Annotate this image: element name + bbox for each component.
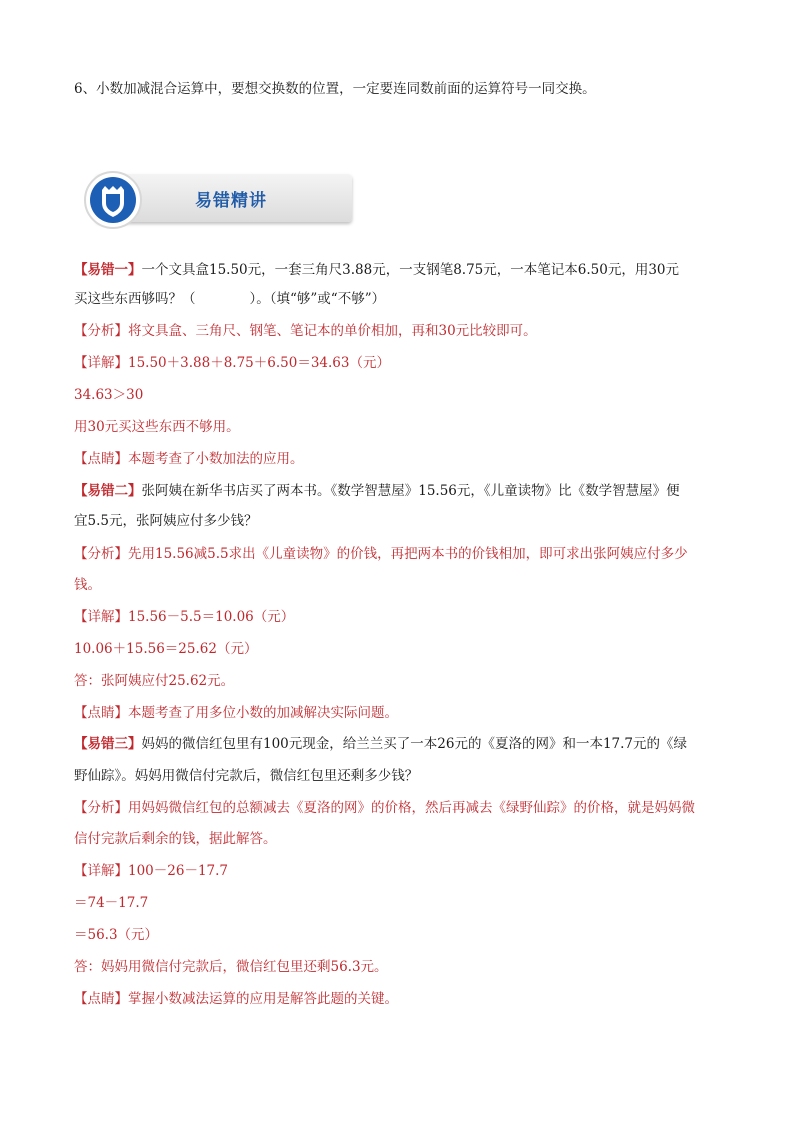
err2-point-tag: 【点睛】 [74, 705, 128, 721]
shield-badge-icon [78, 170, 148, 240]
err3-d2: ＝74－17.7 [74, 895, 149, 911]
err2-tag: 【易错二】 [74, 483, 142, 499]
err1-point-line [74, 450, 304, 468]
err3-analysis-tag: 【分析】 [74, 800, 128, 816]
err2-d1: 15.56－5.5＝10.06（元） [128, 609, 295, 625]
err3-d1: 100－26－17.7 [128, 863, 229, 879]
err1-tag: 【易错一】 [74, 262, 142, 278]
err2-analysis-line1 [74, 545, 688, 563]
err3-detail-tag: 【详解】 [74, 863, 128, 879]
err1-d2: 34.63＞30 [74, 387, 144, 403]
err3-point-line [74, 990, 398, 1008]
err3-analysis-line1 [74, 799, 695, 817]
err2-d2: 10.06＋15.56＝25.62（元） [74, 641, 258, 657]
section-title: 易错精讲 [195, 191, 267, 211]
err1-point: 本题考查了小数加法的应用。 [128, 451, 304, 467]
err1-detail-line1 [74, 354, 390, 372]
err1-point-tag: 【点睛】 [74, 451, 128, 467]
err1-question-line1 [74, 261, 679, 279]
err1-analysis-line [74, 322, 537, 340]
err2-detail-tag: 【详解】 [74, 609, 128, 625]
err3-a2: 信付完款后剩余的钱，据此解答。 [74, 831, 277, 847]
err2-detail-line1 [74, 608, 294, 626]
err3-point-tag: 【点睛】 [74, 991, 128, 1007]
err1-q2: 买这些东西够吗？（ ）。（填“够”或“不够”） [74, 291, 386, 307]
err2-a1: 先用15.56减5.5求出《儿童读物》的价钱，再把两本书的价钱相加，即可求出张阿姨应付多少 [128, 546, 688, 562]
err1-q1: 一个文具盒15.50元，一套三角尺3.88元，一支钢笔8.75元，一本笔记本6.50元，用30元 [141, 262, 680, 278]
err2-q1: 张阿姨在新华书店买了两本书。《数学智慧屋》15.56元，《儿童读物》比《数学智慧屋》便 [141, 483, 680, 499]
err2-a2: 钱。 [74, 577, 101, 593]
err2-d3: 答：张阿姨应付25.62元。 [74, 673, 235, 689]
err2-question-line1 [74, 482, 680, 500]
err1-analysis: 将文具盒、三角尺、钢笔、笔记本的单价相加，再和30元比较即可。 [128, 323, 537, 339]
err3-q2: 野仙踪》。妈妈用微信付完款后，微信红包里还剩多少钱？ [74, 768, 419, 784]
err2-point-line [74, 704, 398, 722]
section-title-banner [78, 170, 354, 230]
err1-d3: 用30元买这些东西不够用。 [74, 419, 240, 435]
err3-detail-line1 [74, 862, 228, 880]
err3-q1: 妈妈的微信红包里有100元现金，给兰兰买了一本26元的《夏洛的网》和一本17.7元的《绿 [141, 736, 688, 752]
err1-analysis-tag: 【分析】 [74, 323, 128, 339]
err3-point: 掌握小数减法运算的应用是解答此题的关键。 [128, 991, 398, 1007]
err3-a1: 用妈妈微信红包的总额减去《夏洛的网》的价格，然后再减去《绿野仙踪》的价格，就是妈妈微 [128, 800, 695, 816]
err2-analysis-tag: 【分析】 [74, 546, 128, 562]
err3-d4: 答：妈妈用微信付完款后，微信红包里还剩56.3元。 [74, 959, 388, 975]
err3-d3: ＝56.3（元） [74, 927, 159, 943]
intro-note-6: 6、小数加减混合运算中，要想交换数的位置，一定要连同数前面的运算符号一同交换。 [74, 81, 596, 97]
err2-q2: 宜5.5元，张阿姨应付多少钱？ [74, 513, 258, 529]
err1-detail-tag: 【详解】 [74, 355, 128, 371]
err1-d1: 15.50＋3.88＋8.75＋6.50＝34.63（元） [128, 355, 390, 371]
err2-point: 本题考查了用多位小数的加减解决实际问题。 [128, 705, 398, 721]
err3-question-line1 [74, 735, 687, 753]
err3-tag: 【易错三】 [74, 736, 142, 752]
